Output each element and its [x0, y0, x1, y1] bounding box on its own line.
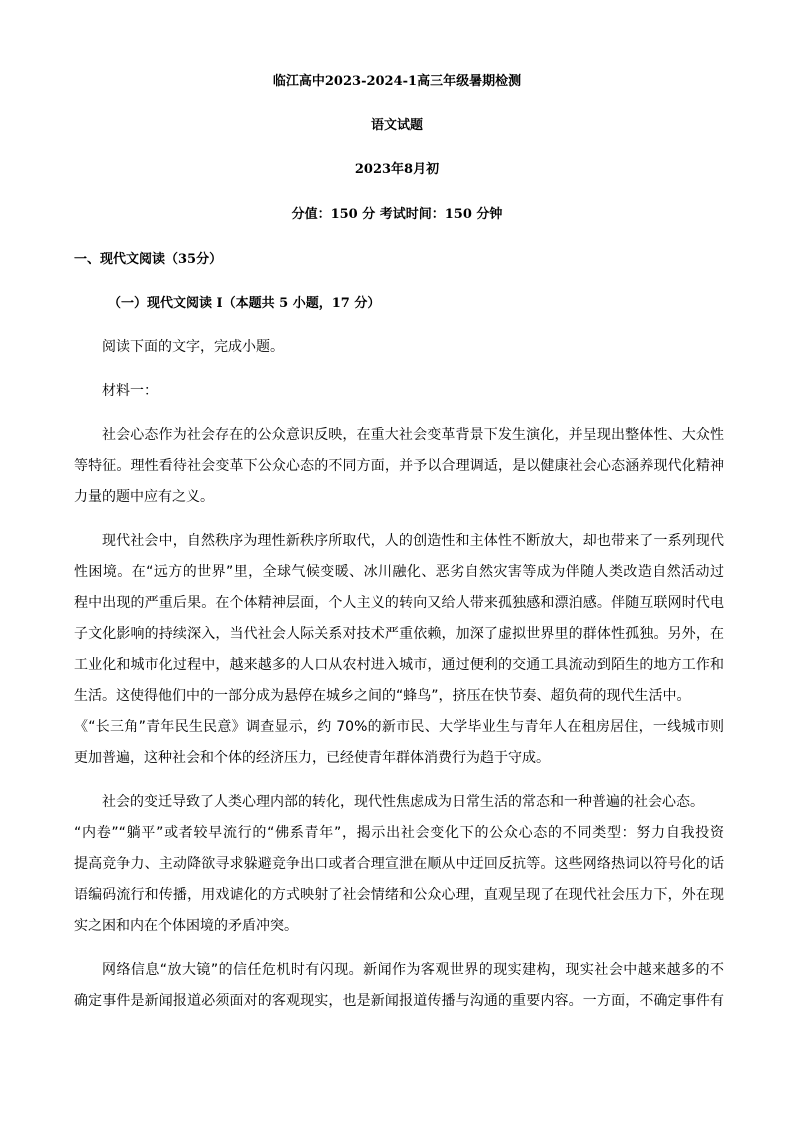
text-line: 社会的变迁导致了人类心理内部的转化，现代性焦虑成为日常生活的常态和一种普遍的社会心态。: [102, 794, 704, 810]
text-line: 子文化影响的持续深入，当代社会人际关系对技术严重依赖，加深了虚拟世界里的群体性孤独。另外，在: [74, 626, 724, 642]
exam-title: 临江高中2023-2024-1高三年级暑期检测: [272, 74, 522, 89]
text-line: 性困境。在“远方的世界”里，全球气候变暖、冰川融化、恶劣自然灾害等成为伴随人类改造自然活动过: [74, 564, 724, 580]
text-line: 现代社会中，自然秩序为理性新秩序所取代，人的创造性和主体性不断放大，却也带来了一系列现代: [102, 533, 724, 549]
text-line: 等特征。理性看待社会变革下公众心态的不同方面，并予以合理调适，是以健康社会心态涵养现代化精神: [74, 458, 724, 474]
material-label: 材料一：: [102, 383, 158, 399]
text-line: 社会心态作为社会存在的公众意识反映，在重大社会变革背景下发生演化，并呈现出整体性、大众性: [102, 427, 724, 443]
text-line: 更加普遍，这种社会和个体的经济压力，已经使青年群体消费行为趋于守成。: [74, 750, 550, 766]
exam-date: 2023年8月初: [354, 162, 440, 177]
text-line: 工业化和城市化过程中，越来越多的人口从农村进入城市，通过便利的交通工具流动到陌生的地方工作和: [74, 657, 724, 673]
score-info: 分值：150 分 考试时间：150 分钟: [291, 207, 503, 222]
sub-section-title: （一）现代文阅读 I（本题共 5 小题，17 分）: [108, 296, 381, 311]
text-line: “内卷”“躺平”或者较早流行的“佛系青年”，揭示出社会变化下的公众心态的不同类型：努力自我投资: [74, 825, 724, 841]
text-line: 生活。这使得他们中的一部分成为悬停在城乡之间的“蜂鸟”，挤压在快节奏、超负荷的现代生活中。: [74, 688, 691, 704]
text-line: 网络信息“放大镜”的信任危机时有闪现。新闻作为客观世界的现实建构，现实社会中越来越多的不: [102, 962, 724, 978]
text-line: 语编码流行和传播，用戏谑化的方式映射了社会情绪和公众心理，直观呈现了在现代社会压力下，外在现: [74, 887, 724, 903]
instruction: 阅读下面的文字，完成小题。: [102, 339, 284, 355]
exam-subject: 语文试题: [370, 118, 423, 133]
text-line: 实之困和内在个体困境的矛盾冲突。: [74, 918, 298, 934]
text-line: 程中出现的严重后果。在个体精神层面，个人主义的转向又给人带来孤独感和漂泊感。伴随互联网时代电: [74, 595, 724, 611]
section-title: 一、现代文阅读（35分）: [74, 252, 223, 267]
text-line: 力量的题中应有之义。: [74, 489, 214, 505]
text-line: 《“长三角”青年民生民意》调查显示，约 70%的新市民、大学毕业生与青年人在租房居住，一线城市则: [74, 719, 724, 735]
text-line: 提高竞争力、主动降欲寻求躲避竞争出口或者合理宣泄在顺从中迂回反抗等。这些网络热词以符号化的话: [74, 856, 724, 872]
text-line: 确定事件是新闻报道必须面对的客观现实，也是新闻报道传播与沟通的重要内容。一方面，不确定事件有: [74, 993, 724, 1009]
